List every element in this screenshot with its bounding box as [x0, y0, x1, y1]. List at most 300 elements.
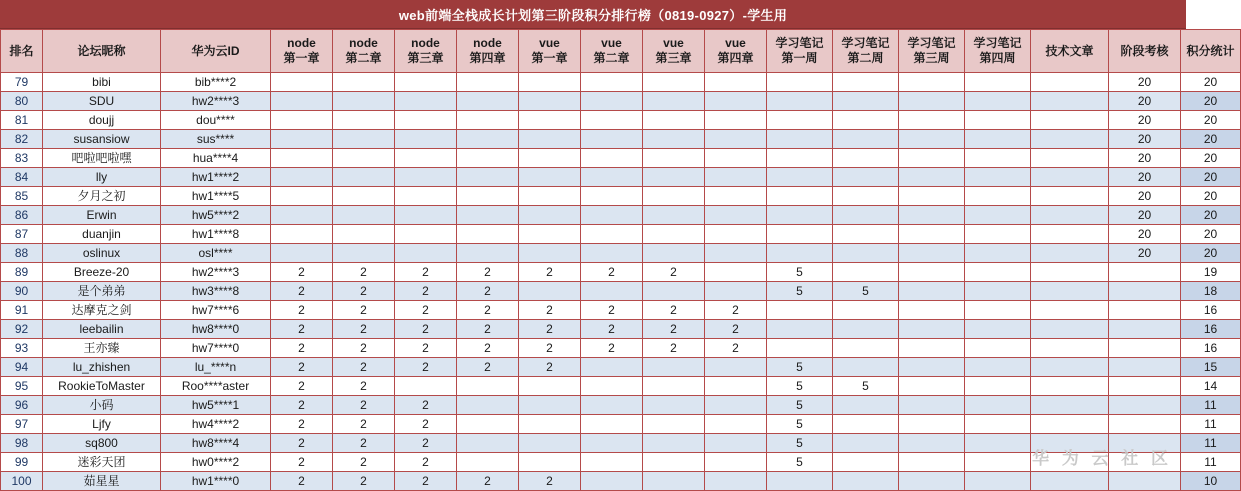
- cell-node4[interactable]: [457, 244, 519, 263]
- cell-vue1[interactable]: [519, 244, 581, 263]
- cell-vue4[interactable]: [705, 453, 767, 472]
- cell-note1[interactable]: [767, 320, 833, 339]
- column-header-article[interactable]: [1031, 30, 1109, 73]
- column-header-note4[interactable]: [965, 30, 1031, 73]
- cell-vue1[interactable]: [519, 415, 581, 434]
- cell-note1[interactable]: [767, 244, 833, 263]
- cell-node3[interactable]: 2: [395, 358, 457, 377]
- cell-node4[interactable]: 2: [457, 472, 519, 491]
- column-header-vue4[interactable]: [705, 30, 767, 73]
- cell-note1[interactable]: 5: [767, 282, 833, 301]
- cell-note4[interactable]: [965, 206, 1031, 225]
- cell-vue3[interactable]: [643, 282, 705, 301]
- cell-note3[interactable]: [899, 263, 965, 282]
- cell-total[interactable]: 20: [1181, 168, 1241, 187]
- cell-note3[interactable]: [899, 187, 965, 206]
- table-row[interactable]: [1, 130, 1241, 149]
- cell-vue3[interactable]: [643, 358, 705, 377]
- cell-vue1[interactable]: 2: [519, 339, 581, 358]
- cell-vue1[interactable]: [519, 130, 581, 149]
- cell-vue1[interactable]: [519, 111, 581, 130]
- cell-note2[interactable]: [833, 301, 899, 320]
- cell-note3[interactable]: [899, 92, 965, 111]
- cell-total[interactable]: 20: [1181, 73, 1241, 92]
- cell-exam[interactable]: 20: [1109, 111, 1181, 130]
- cell-note1[interactable]: [767, 225, 833, 244]
- cell-note3[interactable]: [899, 73, 965, 92]
- cell-vue4[interactable]: [705, 206, 767, 225]
- cell-vue2[interactable]: [581, 149, 643, 168]
- cell-note4[interactable]: [965, 453, 1031, 472]
- cell-nick[interactable]: 夕月之初: [43, 187, 161, 206]
- cell-vue2[interactable]: 2: [581, 339, 643, 358]
- cell-id[interactable]: dou****: [161, 111, 271, 130]
- cell-nick[interactable]: SDU: [43, 92, 161, 111]
- cell-id[interactable]: Roo****aster: [161, 377, 271, 396]
- cell-vue3[interactable]: [643, 472, 705, 491]
- cell-vue1[interactable]: [519, 73, 581, 92]
- cell-vue4[interactable]: [705, 187, 767, 206]
- cell-rank[interactable]: 100: [1, 472, 43, 491]
- cell-note3[interactable]: [899, 225, 965, 244]
- cell-exam[interactable]: 20: [1109, 187, 1181, 206]
- cell-node4[interactable]: [457, 149, 519, 168]
- table-row[interactable]: [1, 358, 1241, 377]
- cell-node3[interactable]: 2: [395, 301, 457, 320]
- cell-note2[interactable]: [833, 168, 899, 187]
- cell-total[interactable]: 11: [1181, 396, 1241, 415]
- cell-node4[interactable]: [457, 92, 519, 111]
- cell-note1[interactable]: 5: [767, 415, 833, 434]
- column-header-vue1[interactable]: [519, 30, 581, 73]
- cell-nick[interactable]: 小码: [43, 396, 161, 415]
- cell-node2[interactable]: 2: [333, 301, 395, 320]
- cell-node4[interactable]: [457, 168, 519, 187]
- cell-article[interactable]: [1031, 434, 1109, 453]
- table-row[interactable]: [1, 453, 1241, 472]
- cell-id[interactable]: osl****: [161, 244, 271, 263]
- cell-node2[interactable]: 2: [333, 358, 395, 377]
- cell-node2[interactable]: 2: [333, 415, 395, 434]
- cell-note2[interactable]: [833, 130, 899, 149]
- cell-article[interactable]: [1031, 282, 1109, 301]
- cell-vue3[interactable]: [643, 92, 705, 111]
- cell-article[interactable]: [1031, 377, 1109, 396]
- cell-vue3[interactable]: [643, 168, 705, 187]
- cell-note3[interactable]: [899, 301, 965, 320]
- cell-node1[interactable]: [271, 187, 333, 206]
- cell-total[interactable]: 15: [1181, 358, 1241, 377]
- column-header-node4[interactable]: [457, 30, 519, 73]
- cell-node4[interactable]: 2: [457, 320, 519, 339]
- cell-note2[interactable]: [833, 320, 899, 339]
- cell-vue4[interactable]: [705, 472, 767, 491]
- cell-article[interactable]: [1031, 339, 1109, 358]
- cell-note1[interactable]: [767, 92, 833, 111]
- cell-note2[interactable]: [833, 415, 899, 434]
- cell-node2[interactable]: 2: [333, 282, 395, 301]
- column-header-vue2[interactable]: [581, 30, 643, 73]
- cell-vue1[interactable]: 2: [519, 263, 581, 282]
- cell-rank[interactable]: 98: [1, 434, 43, 453]
- cell-node4[interactable]: 2: [457, 282, 519, 301]
- cell-exam[interactable]: [1109, 282, 1181, 301]
- cell-exam[interactable]: [1109, 358, 1181, 377]
- cell-vue4[interactable]: [705, 73, 767, 92]
- cell-nick[interactable]: lly: [43, 168, 161, 187]
- cell-node3[interactable]: [395, 377, 457, 396]
- cell-article[interactable]: [1031, 415, 1109, 434]
- cell-note4[interactable]: [965, 358, 1031, 377]
- cell-exam[interactable]: 20: [1109, 149, 1181, 168]
- cell-vue2[interactable]: 2: [581, 320, 643, 339]
- table-row[interactable]: [1, 187, 1241, 206]
- cell-node3[interactable]: 2: [395, 339, 457, 358]
- cell-vue4[interactable]: [705, 377, 767, 396]
- cell-id[interactable]: hw2****3: [161, 263, 271, 282]
- cell-vue3[interactable]: [643, 434, 705, 453]
- cell-rank[interactable]: 90: [1, 282, 43, 301]
- cell-exam[interactable]: [1109, 301, 1181, 320]
- cell-nick[interactable]: duanjin: [43, 225, 161, 244]
- cell-node4[interactable]: [457, 415, 519, 434]
- cell-note3[interactable]: [899, 434, 965, 453]
- cell-note3[interactable]: [899, 206, 965, 225]
- table-row[interactable]: [1, 415, 1241, 434]
- cell-node3[interactable]: [395, 111, 457, 130]
- cell-note3[interactable]: [899, 472, 965, 491]
- cell-exam[interactable]: [1109, 472, 1181, 491]
- cell-note4[interactable]: [965, 187, 1031, 206]
- cell-exam[interactable]: 20: [1109, 92, 1181, 111]
- column-header-note2[interactable]: [833, 30, 899, 73]
- table-row[interactable]: [1, 396, 1241, 415]
- cell-article[interactable]: [1031, 472, 1109, 491]
- cell-rank[interactable]: 82: [1, 130, 43, 149]
- cell-rank[interactable]: 93: [1, 339, 43, 358]
- cell-note1[interactable]: 5: [767, 434, 833, 453]
- column-header-total[interactable]: [1181, 30, 1241, 73]
- cell-vue4[interactable]: 2: [705, 301, 767, 320]
- cell-node3[interactable]: [395, 187, 457, 206]
- cell-exam[interactable]: 20: [1109, 168, 1181, 187]
- cell-note2[interactable]: [833, 149, 899, 168]
- cell-note1[interactable]: 5: [767, 358, 833, 377]
- cell-node3[interactable]: [395, 92, 457, 111]
- table-row[interactable]: [1, 73, 1241, 92]
- cell-vue2[interactable]: [581, 206, 643, 225]
- cell-note4[interactable]: [965, 472, 1031, 491]
- cell-nick[interactable]: oslinux: [43, 244, 161, 263]
- cell-node2[interactable]: [333, 130, 395, 149]
- cell-id[interactable]: hw3****8: [161, 282, 271, 301]
- table-row[interactable]: [1, 282, 1241, 301]
- cell-rank[interactable]: 99: [1, 453, 43, 472]
- cell-node2[interactable]: 2: [333, 263, 395, 282]
- cell-note2[interactable]: [833, 434, 899, 453]
- cell-vue2[interactable]: [581, 73, 643, 92]
- cell-exam[interactable]: [1109, 434, 1181, 453]
- cell-exam[interactable]: [1109, 415, 1181, 434]
- cell-rank[interactable]: 92: [1, 320, 43, 339]
- cell-vue2[interactable]: [581, 111, 643, 130]
- cell-exam[interactable]: 20: [1109, 206, 1181, 225]
- cell-id[interactable]: hw1****5: [161, 187, 271, 206]
- cell-article[interactable]: [1031, 187, 1109, 206]
- cell-node4[interactable]: [457, 225, 519, 244]
- cell-rank[interactable]: 81: [1, 111, 43, 130]
- cell-note3[interactable]: [899, 415, 965, 434]
- cell-node3[interactable]: 2: [395, 396, 457, 415]
- cell-vue4[interactable]: [705, 358, 767, 377]
- cell-note4[interactable]: [965, 263, 1031, 282]
- column-header-node3[interactable]: [395, 30, 457, 73]
- cell-vue3[interactable]: [643, 149, 705, 168]
- cell-node2[interactable]: [333, 225, 395, 244]
- cell-nick[interactable]: doujj: [43, 111, 161, 130]
- cell-note1[interactable]: [767, 168, 833, 187]
- cell-note4[interactable]: [965, 244, 1031, 263]
- cell-exam[interactable]: [1109, 339, 1181, 358]
- cell-note2[interactable]: [833, 339, 899, 358]
- cell-article[interactable]: [1031, 168, 1109, 187]
- cell-vue3[interactable]: [643, 130, 705, 149]
- cell-exam[interactable]: 20: [1109, 244, 1181, 263]
- cell-node3[interactable]: 2: [395, 434, 457, 453]
- cell-node1[interactable]: 2: [271, 263, 333, 282]
- cell-id[interactable]: hw4****2: [161, 415, 271, 434]
- cell-total[interactable]: 20: [1181, 244, 1241, 263]
- cell-id[interactable]: sus****: [161, 130, 271, 149]
- cell-note1[interactable]: [767, 73, 833, 92]
- cell-vue2[interactable]: [581, 92, 643, 111]
- cell-vue1[interactable]: [519, 225, 581, 244]
- cell-vue2[interactable]: [581, 130, 643, 149]
- cell-node1[interactable]: [271, 244, 333, 263]
- cell-nick[interactable]: 达摩克之剑: [43, 301, 161, 320]
- cell-note4[interactable]: [965, 111, 1031, 130]
- cell-article[interactable]: [1031, 73, 1109, 92]
- cell-vue1[interactable]: [519, 453, 581, 472]
- cell-node2[interactable]: 2: [333, 434, 395, 453]
- cell-node4[interactable]: [457, 453, 519, 472]
- cell-total[interactable]: 11: [1181, 415, 1241, 434]
- cell-id[interactable]: hw8****4: [161, 434, 271, 453]
- cell-node2[interactable]: [333, 149, 395, 168]
- column-header-rank[interactable]: [1, 30, 43, 73]
- cell-rank[interactable]: 87: [1, 225, 43, 244]
- cell-nick[interactable]: Erwin: [43, 206, 161, 225]
- cell-total[interactable]: 19: [1181, 263, 1241, 282]
- cell-nick[interactable]: lu_zhishen: [43, 358, 161, 377]
- cell-note3[interactable]: [899, 377, 965, 396]
- cell-id[interactable]: hw5****2: [161, 206, 271, 225]
- cell-note4[interactable]: [965, 282, 1031, 301]
- cell-node3[interactable]: 2: [395, 282, 457, 301]
- cell-vue4[interactable]: [705, 396, 767, 415]
- table-row[interactable]: [1, 263, 1241, 282]
- column-header-note3[interactable]: [899, 30, 965, 73]
- table-row[interactable]: [1, 339, 1241, 358]
- cell-node2[interactable]: 2: [333, 453, 395, 472]
- table-row[interactable]: [1, 111, 1241, 130]
- cell-vue1[interactable]: [519, 396, 581, 415]
- cell-note4[interactable]: [965, 415, 1031, 434]
- cell-note2[interactable]: [833, 244, 899, 263]
- cell-note1[interactable]: [767, 111, 833, 130]
- cell-vue3[interactable]: [643, 244, 705, 263]
- cell-vue3[interactable]: 2: [643, 301, 705, 320]
- cell-exam[interactable]: 20: [1109, 73, 1181, 92]
- cell-total[interactable]: 20: [1181, 225, 1241, 244]
- table-row[interactable]: [1, 149, 1241, 168]
- cell-vue1[interactable]: [519, 168, 581, 187]
- cell-note3[interactable]: [899, 168, 965, 187]
- cell-node1[interactable]: [271, 73, 333, 92]
- cell-node1[interactable]: 2: [271, 301, 333, 320]
- column-header-note1[interactable]: [767, 30, 833, 73]
- cell-exam[interactable]: [1109, 453, 1181, 472]
- cell-nick[interactable]: susansiow: [43, 130, 161, 149]
- cell-exam[interactable]: [1109, 263, 1181, 282]
- cell-note1[interactable]: 5: [767, 263, 833, 282]
- cell-vue3[interactable]: 2: [643, 320, 705, 339]
- cell-node2[interactable]: [333, 187, 395, 206]
- cell-node3[interactable]: [395, 130, 457, 149]
- cell-nick[interactable]: 茹星星: [43, 472, 161, 491]
- cell-nick[interactable]: Breeze-20: [43, 263, 161, 282]
- cell-node4[interactable]: [457, 396, 519, 415]
- cell-nick[interactable]: 迷彩天团: [43, 453, 161, 472]
- cell-note2[interactable]: 5: [833, 377, 899, 396]
- cell-note4[interactable]: [965, 434, 1031, 453]
- cell-vue1[interactable]: 2: [519, 301, 581, 320]
- cell-nick[interactable]: bibi: [43, 73, 161, 92]
- table-row[interactable]: [1, 244, 1241, 263]
- cell-article[interactable]: [1031, 206, 1109, 225]
- cell-vue2[interactable]: [581, 282, 643, 301]
- cell-vue4[interactable]: [705, 225, 767, 244]
- cell-exam[interactable]: [1109, 320, 1181, 339]
- cell-node1[interactable]: [271, 225, 333, 244]
- cell-node3[interactable]: 2: [395, 263, 457, 282]
- cell-article[interactable]: [1031, 396, 1109, 415]
- cell-rank[interactable]: 97: [1, 415, 43, 434]
- cell-exam[interactable]: [1109, 396, 1181, 415]
- cell-id[interactable]: hw1****2: [161, 168, 271, 187]
- cell-article[interactable]: [1031, 263, 1109, 282]
- table-row[interactable]: [1, 434, 1241, 453]
- cell-rank[interactable]: 88: [1, 244, 43, 263]
- cell-article[interactable]: [1031, 301, 1109, 320]
- cell-vue1[interactable]: [519, 92, 581, 111]
- cell-node2[interactable]: [333, 73, 395, 92]
- cell-vue2[interactable]: [581, 415, 643, 434]
- cell-article[interactable]: [1031, 111, 1109, 130]
- cell-node1[interactable]: 2: [271, 396, 333, 415]
- cell-node4[interactable]: 2: [457, 339, 519, 358]
- cell-total[interactable]: 20: [1181, 111, 1241, 130]
- cell-total[interactable]: 11: [1181, 434, 1241, 453]
- cell-note3[interactable]: [899, 320, 965, 339]
- table-row[interactable]: [1, 301, 1241, 320]
- cell-id[interactable]: hw1****8: [161, 225, 271, 244]
- cell-vue2[interactable]: [581, 168, 643, 187]
- cell-note3[interactable]: [899, 149, 965, 168]
- cell-node1[interactable]: 2: [271, 453, 333, 472]
- cell-note1[interactable]: [767, 339, 833, 358]
- table-row[interactable]: [1, 472, 1241, 491]
- cell-vue3[interactable]: [643, 377, 705, 396]
- cell-vue4[interactable]: 2: [705, 339, 767, 358]
- cell-vue2[interactable]: [581, 472, 643, 491]
- cell-id[interactable]: bib****2: [161, 73, 271, 92]
- cell-note4[interactable]: [965, 225, 1031, 244]
- cell-total[interactable]: 20: [1181, 92, 1241, 111]
- cell-node3[interactable]: [395, 168, 457, 187]
- cell-nick[interactable]: 是个弟弟: [43, 282, 161, 301]
- cell-article[interactable]: [1031, 453, 1109, 472]
- cell-id[interactable]: hw2****3: [161, 92, 271, 111]
- cell-node2[interactable]: 2: [333, 339, 395, 358]
- cell-note4[interactable]: [965, 92, 1031, 111]
- cell-nick[interactable]: RookieToMaster: [43, 377, 161, 396]
- cell-node1[interactable]: [271, 111, 333, 130]
- cell-note4[interactable]: [965, 73, 1031, 92]
- cell-vue2[interactable]: [581, 453, 643, 472]
- cell-rank[interactable]: 83: [1, 149, 43, 168]
- cell-node1[interactable]: [271, 206, 333, 225]
- cell-note1[interactable]: [767, 472, 833, 491]
- column-header-vue3[interactable]: [643, 30, 705, 73]
- cell-node3[interactable]: [395, 73, 457, 92]
- cell-vue4[interactable]: [705, 149, 767, 168]
- cell-node1[interactable]: 2: [271, 282, 333, 301]
- cell-note2[interactable]: [833, 358, 899, 377]
- cell-vue3[interactable]: [643, 187, 705, 206]
- cell-node4[interactable]: [457, 73, 519, 92]
- column-header-exam[interactable]: [1109, 30, 1181, 73]
- cell-vue2[interactable]: [581, 396, 643, 415]
- cell-note2[interactable]: 5: [833, 282, 899, 301]
- cell-node2[interactable]: 2: [333, 396, 395, 415]
- cell-note4[interactable]: [965, 377, 1031, 396]
- cell-rank[interactable]: 94: [1, 358, 43, 377]
- cell-vue2[interactable]: 2: [581, 263, 643, 282]
- cell-id[interactable]: hw5****1: [161, 396, 271, 415]
- cell-note4[interactable]: [965, 130, 1031, 149]
- cell-node2[interactable]: 2: [333, 472, 395, 491]
- cell-note2[interactable]: [833, 263, 899, 282]
- cell-node2[interactable]: [333, 168, 395, 187]
- cell-vue2[interactable]: [581, 377, 643, 396]
- cell-vue4[interactable]: [705, 130, 767, 149]
- cell-node4[interactable]: 2: [457, 358, 519, 377]
- cell-note1[interactable]: [767, 130, 833, 149]
- cell-note2[interactable]: [833, 92, 899, 111]
- cell-note1[interactable]: [767, 301, 833, 320]
- cell-exam[interactable]: [1109, 377, 1181, 396]
- cell-nick[interactable]: Ljfy: [43, 415, 161, 434]
- cell-note3[interactable]: [899, 339, 965, 358]
- table-row[interactable]: [1, 206, 1241, 225]
- cell-node1[interactable]: 2: [271, 415, 333, 434]
- cell-node4[interactable]: [457, 130, 519, 149]
- cell-vue1[interactable]: [519, 377, 581, 396]
- cell-article[interactable]: [1031, 149, 1109, 168]
- cell-vue3[interactable]: [643, 453, 705, 472]
- cell-exam[interactable]: 20: [1109, 225, 1181, 244]
